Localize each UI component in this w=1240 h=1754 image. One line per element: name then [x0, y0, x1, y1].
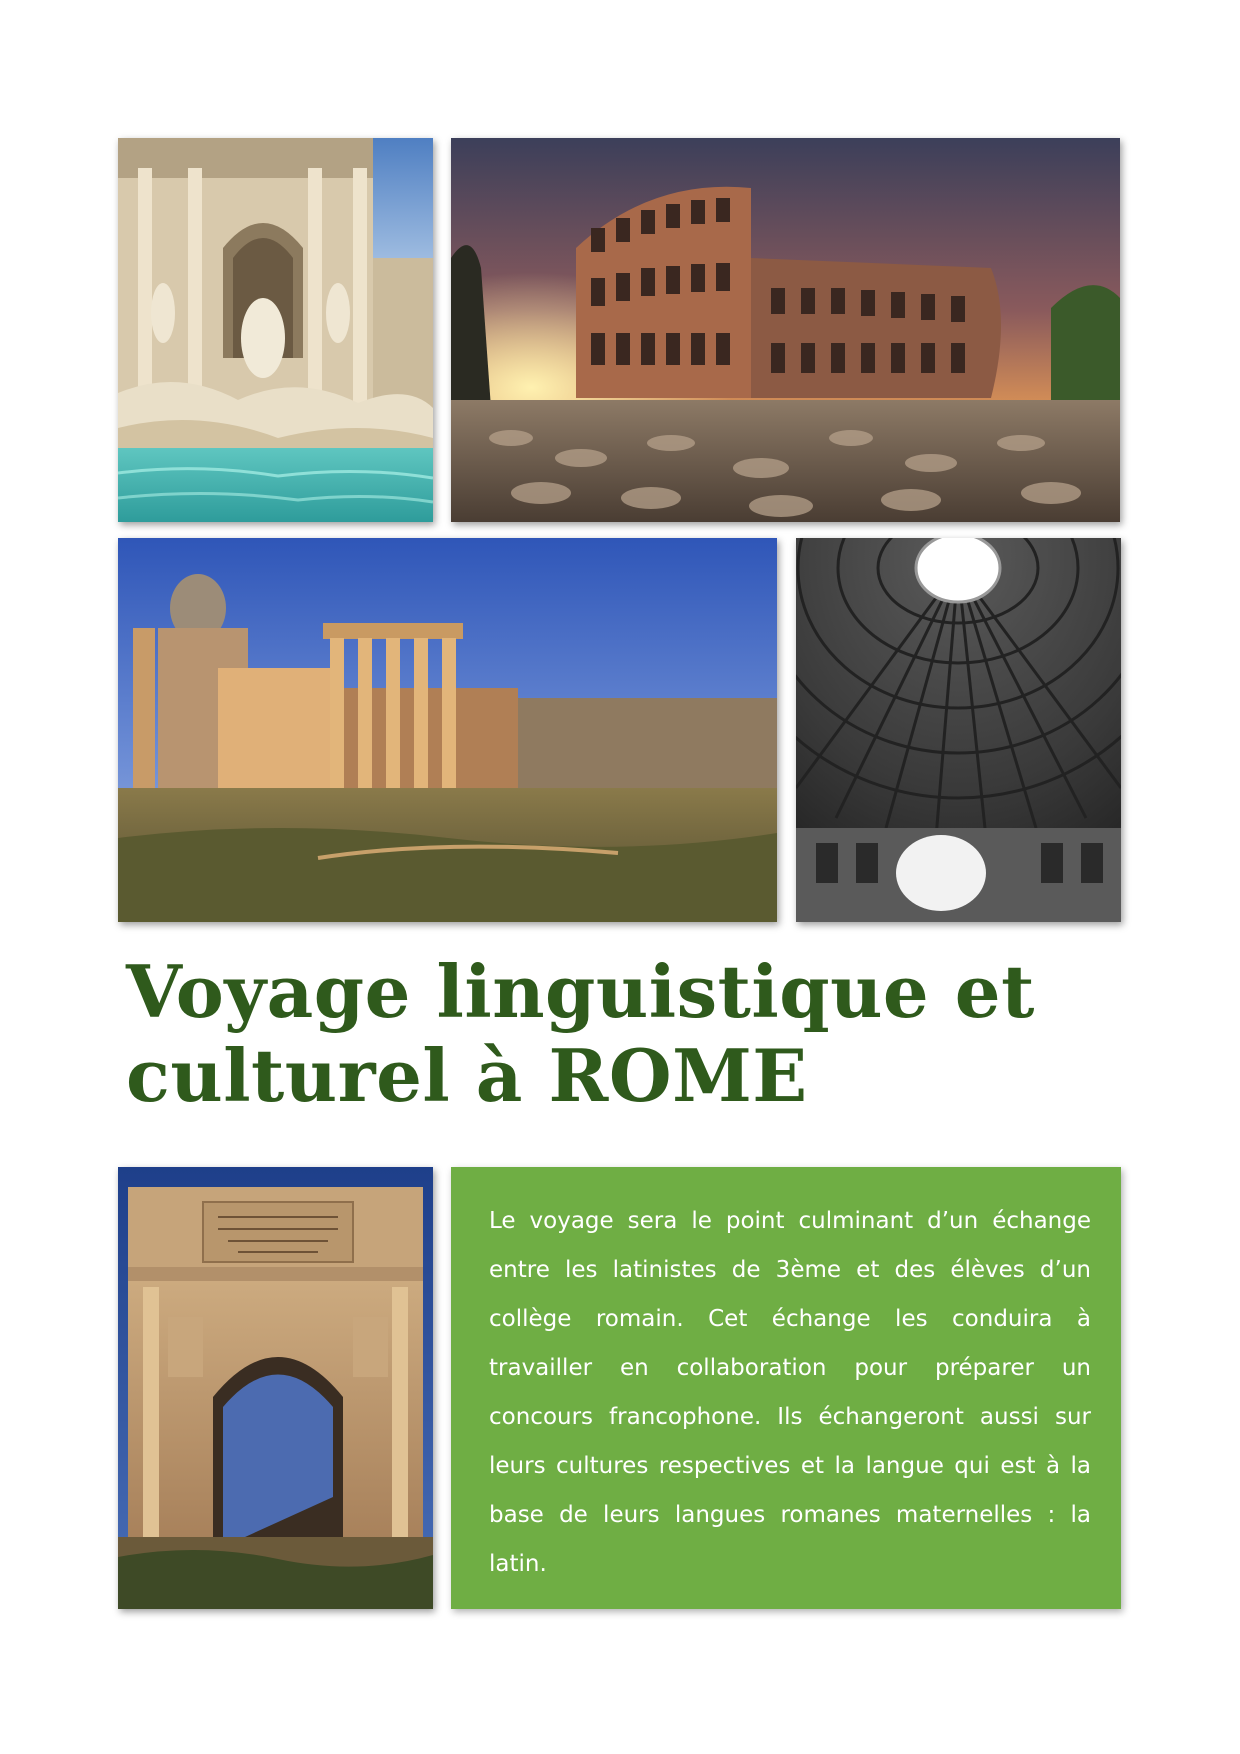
trevi-fountain-photo	[118, 138, 433, 522]
description-text: Le voyage sera le point culminant d’un échange entre les latinistes de 3ème et des élèves d’un collège romain. Cet échange les conduira à travailler en collaboration pour préparer un concours francophone. Ils échangeront aussi sur leurs cultures respectives et la langue qui est à la base de leurs langues romanes maternelles : la latin.	[489, 1208, 1091, 1577]
title-line-1: Voyage linguistique et	[126, 949, 1035, 1034]
arch-of-titus-photo	[118, 1167, 433, 1609]
colosseum-photo	[451, 138, 1120, 522]
title-line-2: culturel à ROME	[126, 1033, 808, 1118]
description-box	[451, 1167, 1121, 1609]
page-title	[126, 950, 1126, 1118]
pantheon-dome-photo	[796, 538, 1121, 922]
roman-forum-photo	[118, 538, 777, 922]
